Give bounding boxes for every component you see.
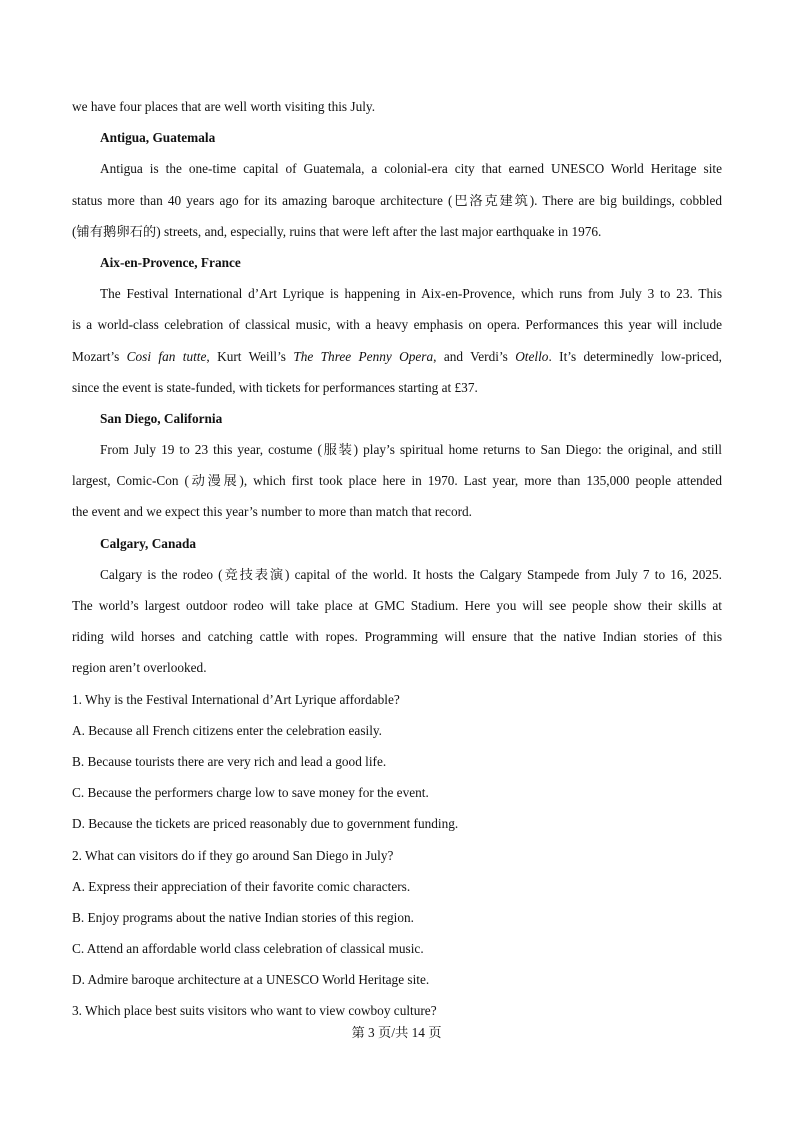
paragraph-line: The Festival International d’Art Lyrique is happening in Aix-en-Provence, which runs from July 3 to 23. This (100, 286, 722, 302)
paragraph-line: riding wild horses and catching cattle with ropes. Programming will ensure that the native Indian stories of this (72, 629, 722, 645)
paragraph-line: region aren’t overlooked. (72, 660, 207, 676)
paragraph-line: is a world-class celebration of classical music, with a heavy emphasis on opera. Performances this year will include (72, 317, 722, 333)
text-run: , Kurt Weill’s (206, 348, 294, 364)
answer-option: C. Attend an affordable world class celebration of classical music. (72, 941, 424, 957)
answer-option: B. Because tourists there are very rich and lead a good life. (72, 753, 387, 769)
answer-option: D. Because the tickets are priced reasonably due to government funding. (72, 816, 459, 832)
answer-option: A. Express their appreciation of their favorite comic characters. (72, 878, 411, 894)
question-stem: 2. What can visitors do if they go around San Diego in July? (72, 847, 394, 863)
paragraph-line: status more than 40 years ago for its amazing baroque architecture (巴洛克建筑). There are big buildings, cobbled (72, 192, 722, 208)
work-title: Cosi fan tutte (126, 348, 207, 364)
section-heading-aix: Aix-en-Provence, France (100, 254, 241, 270)
paragraph-line: the event and we expect this year’s number to more than match that record. (72, 504, 472, 520)
text-run: , and Verdi’s (433, 348, 516, 364)
answer-option: D. Admire baroque architecture at a UNESCO World Heritage site. (72, 972, 430, 988)
passage-intro: we have four places that are well worth visiting this July. (72, 99, 376, 114)
text-run: Mozart’s (72, 348, 127, 364)
paragraph-line: since the event is state-funded, with tickets for performances starting at £37. (72, 379, 478, 395)
work-title: Otello (515, 348, 549, 364)
paragraph-line-with-titles (72, 341, 722, 372)
paragraph-line: Antigua is the one-time capital of Guatemala, a colonial-era city that earned UNESCO World Heritage site (100, 161, 722, 177)
answer-option: A. Because all French citizens enter the celebration easily. (72, 722, 383, 738)
question-stem: 1. Why is the Festival International d’Art Lyrique affordable? (72, 691, 400, 707)
paragraph-line: The world’s largest outdoor rodeo will take place at GMC Stadium. Here you will see people show their skills at (72, 598, 722, 613)
section-heading-antigua: Antigua, Guatemala (100, 130, 216, 146)
paragraph-line: largest, Comic-Con (动漫展), which first took place here in 1970. Last year, more than 135,000 people attended (72, 473, 722, 489)
section-heading-calgary: Calgary, Canada (100, 535, 197, 551)
question-stem: 3. Which place best suits visitors who want to view cowboy culture? (72, 1003, 437, 1019)
document-page (72, 91, 722, 1027)
text-run: . It’s determinedly low-priced, (548, 348, 722, 364)
answer-option: B. Enjoy programs about the native Indian stories of this region. (72, 909, 414, 925)
paragraph-line: Calgary is the rodeo (竞技表演) capital of the world. It hosts the Calgary Stampede from July 7 to 16, 2025. (100, 566, 722, 582)
answer-option: C. Because the performers charge low to save money for the event. (72, 785, 429, 801)
section-heading-san-diego: San Diego, California (100, 410, 223, 426)
paragraph-line: From July 19 to 23 this year, costume (服装) play’s spiritual home returns to San Diego: the original, and still (100, 442, 722, 458)
page-number-footer: 第 3 页/共 14 页 (351, 1025, 442, 1040)
paragraph-line: (铺有鹅卵石的) streets, and, especially, ruins that were left after the last major earthquake in 1976. (72, 223, 602, 239)
work-title: The Three Penny Opera (293, 348, 434, 364)
